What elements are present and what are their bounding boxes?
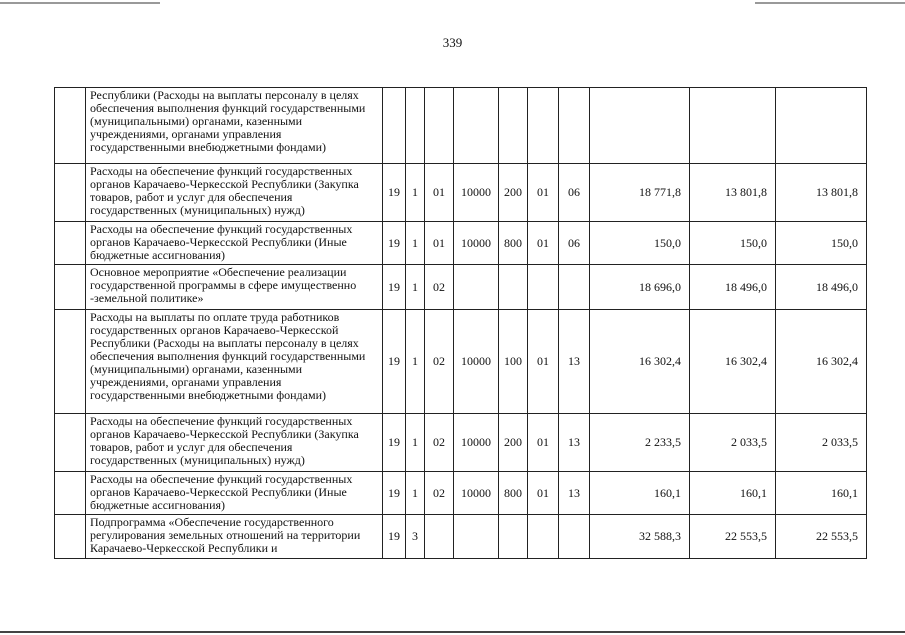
- code-cell: [528, 265, 559, 310]
- code-cell: 1: [406, 164, 425, 222]
- amount-cell: 13 801,8: [776, 164, 867, 222]
- code-cell: 200: [499, 414, 528, 472]
- amount-cell: 18 496,0: [690, 265, 776, 310]
- code-cell: 01: [528, 310, 559, 414]
- amount-cell: 18 496,0: [776, 265, 867, 310]
- code-cell: [499, 88, 528, 164]
- code-cell: 19: [383, 472, 406, 515]
- code-cell: 01: [425, 164, 454, 222]
- table-row: [55, 472, 867, 515]
- amount-cell: 150,0: [690, 222, 776, 265]
- code-cell: 13: [559, 414, 590, 472]
- table-row: [55, 265, 867, 310]
- code-cell: [499, 515, 528, 559]
- code-cell: 10000: [454, 164, 499, 222]
- amount-cell: 18 771,8: [590, 164, 690, 222]
- amount-cell: 160,1: [690, 472, 776, 515]
- amount-cell: 160,1: [776, 472, 867, 515]
- row-description: Расходы на обеспечение функций государственных органов Карачаево-Черкесской Республики (Закупка товаров, работ и услуг для обеспечения государственных (муниципальных) нужд): [86, 164, 383, 222]
- table-row: [55, 88, 867, 164]
- code-cell: 02: [425, 414, 454, 472]
- code-cell: [499, 265, 528, 310]
- code-cell: 02: [425, 472, 454, 515]
- amount-cell: 160,1: [590, 472, 690, 515]
- row-index-cell: [55, 310, 86, 414]
- row-description: Расходы на обеспечение функций государственных органов Карачаево-Черкесской Республики (Иные бюджетные ассигнования): [86, 472, 383, 515]
- code-cell: [528, 88, 559, 164]
- row-index-cell: [55, 414, 86, 472]
- amount-cell: 16 302,4: [590, 310, 690, 414]
- code-cell: 01: [528, 414, 559, 472]
- code-cell: 10000: [454, 472, 499, 515]
- row-description: Основное мероприятие «Обеспечение реализации государственной программы в сфере имущественно -земельной политике»: [86, 265, 383, 310]
- table-row: [55, 414, 867, 472]
- table-row: [55, 515, 867, 559]
- amount-cell: 2 033,5: [690, 414, 776, 472]
- code-cell: 1: [406, 222, 425, 265]
- amount-cell: [776, 88, 867, 164]
- row-description: Расходы на обеспечение функций государственных органов Карачаево-Черкесской Республики (Закупка товаров, работ и услуг для обеспечения государственных (муниципальных) нужд): [86, 414, 383, 472]
- amount-cell: 18 696,0: [590, 265, 690, 310]
- row-description: Расходы на обеспечение функций государственных органов Карачаево-Черкесской Республики (Иные бюджетные ассигнования): [86, 222, 383, 265]
- amount-cell: 150,0: [590, 222, 690, 265]
- code-cell: 1: [406, 310, 425, 414]
- code-cell: 19: [383, 222, 406, 265]
- table-row: [55, 310, 867, 414]
- code-cell: 800: [499, 222, 528, 265]
- code-cell: 19: [383, 164, 406, 222]
- scan-edge-bottom: [0, 631, 905, 633]
- code-cell: 02: [425, 310, 454, 414]
- row-index-cell: [55, 164, 86, 222]
- code-cell: 10000: [454, 310, 499, 414]
- scan-edge-top-left: [0, 2, 160, 4]
- code-cell: 19: [383, 515, 406, 559]
- code-cell: 02: [425, 265, 454, 310]
- code-cell: 01: [528, 164, 559, 222]
- amount-cell: [590, 88, 690, 164]
- code-cell: [454, 88, 499, 164]
- code-cell: 100: [499, 310, 528, 414]
- row-index-cell: [55, 222, 86, 265]
- code-cell: 13: [559, 310, 590, 414]
- code-cell: [559, 515, 590, 559]
- scan-edge-top-right: [755, 2, 905, 4]
- row-description: Подпрограмма «Обеспечение государственного регулирования земельных отношений на территории Карачаево-Черкесской Республики и: [86, 515, 383, 559]
- row-index-cell: [55, 88, 86, 164]
- code-cell: 1: [406, 265, 425, 310]
- code-cell: [559, 88, 590, 164]
- amount-cell: 2 033,5: [776, 414, 867, 472]
- amount-cell: 16 302,4: [690, 310, 776, 414]
- table-row: [55, 222, 867, 265]
- code-cell: [425, 88, 454, 164]
- code-cell: [383, 88, 406, 164]
- row-index-cell: [55, 515, 86, 559]
- amount-cell: 2 233,5: [590, 414, 690, 472]
- code-cell: 19: [383, 265, 406, 310]
- code-cell: 01: [528, 472, 559, 515]
- code-cell: 1: [406, 472, 425, 515]
- row-description: Расходы на выплаты по оплате труда работников государственных органов Карачаево-Черкесской Республики (Расходы на выплаты персоналу в целях обеспечения выполнения функций государственными (муниципальными) органами, казенными учреждениями, органами управления государственными внебюджетными фондами): [86, 310, 383, 414]
- code-cell: 19: [383, 310, 406, 414]
- amount-cell: 32 588,3: [590, 515, 690, 559]
- code-cell: 200: [499, 164, 528, 222]
- table-row: [55, 164, 867, 222]
- code-cell: 800: [499, 472, 528, 515]
- code-cell: 10000: [454, 414, 499, 472]
- row-index-cell: [55, 472, 86, 515]
- budget-table: [54, 87, 867, 559]
- page-number: 339: [442, 35, 463, 50]
- code-cell: [406, 88, 425, 164]
- code-cell: 13: [559, 472, 590, 515]
- code-cell: 06: [559, 222, 590, 265]
- amount-cell: 13 801,8: [690, 164, 776, 222]
- code-cell: 1: [406, 414, 425, 472]
- row-description: Республики (Расходы на выплаты персоналу в целях обеспечения выполнения функций государственными (муниципальными) органами, казенными учреждениями, органами управления государственными внебюджетными фондами): [86, 88, 383, 164]
- code-cell: [454, 515, 499, 559]
- row-index-cell: [55, 265, 86, 310]
- code-cell: 10000: [454, 222, 499, 265]
- amount-cell: 150,0: [776, 222, 867, 265]
- code-cell: [559, 265, 590, 310]
- code-cell: 06: [559, 164, 590, 222]
- code-cell: 19: [383, 414, 406, 472]
- amount-cell: 22 553,5: [690, 515, 776, 559]
- code-cell: [454, 265, 499, 310]
- code-cell: 3: [406, 515, 425, 559]
- code-cell: 01: [528, 222, 559, 265]
- amount-cell: [690, 88, 776, 164]
- code-cell: [425, 515, 454, 559]
- code-cell: [528, 515, 559, 559]
- code-cell: 01: [425, 222, 454, 265]
- amount-cell: 16 302,4: [776, 310, 867, 414]
- amount-cell: 22 553,5: [776, 515, 867, 559]
